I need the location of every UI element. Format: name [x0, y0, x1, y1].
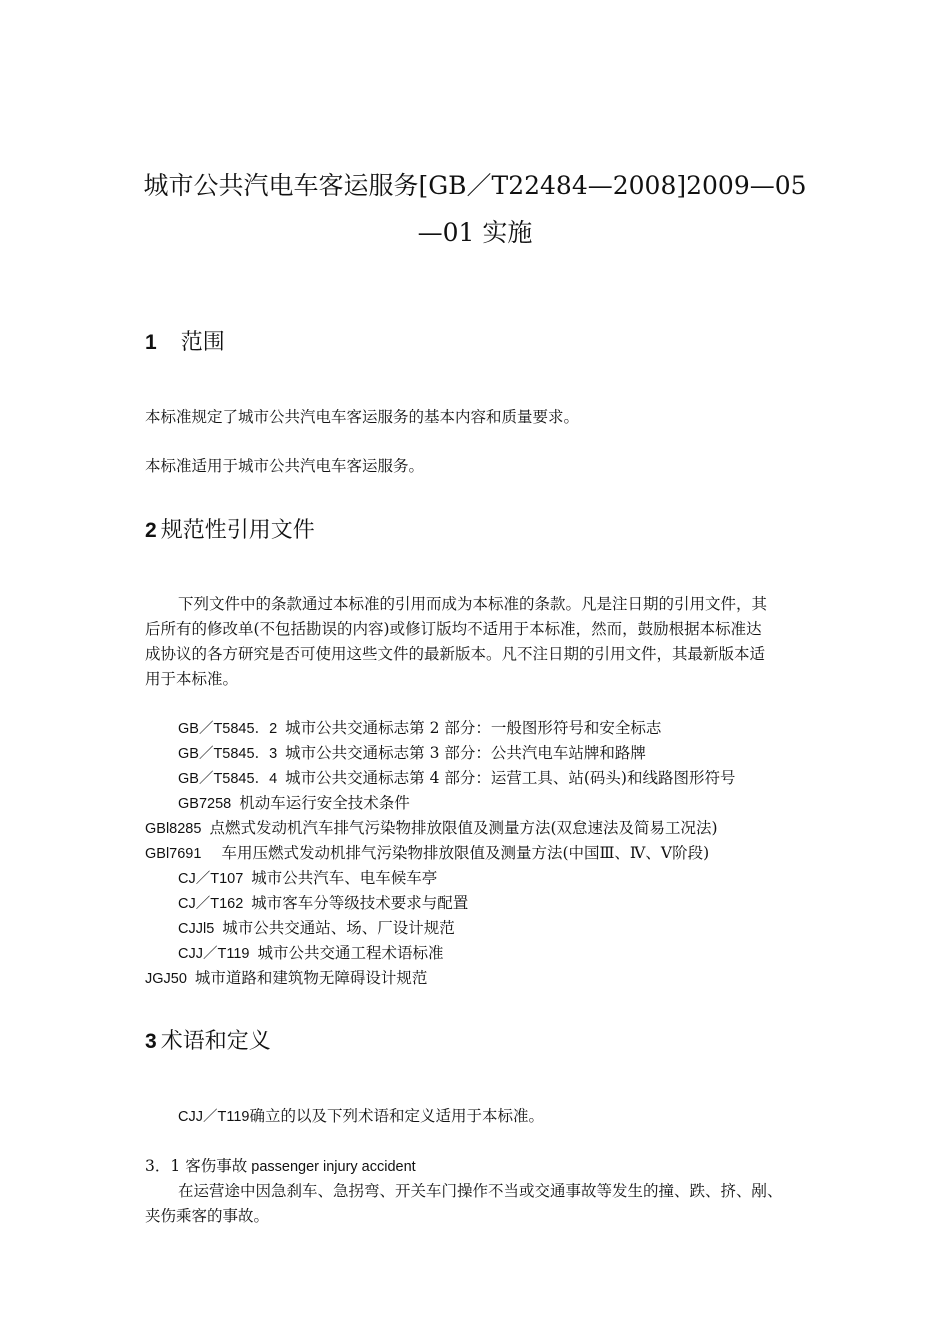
section-3-intro — [178, 1104, 544, 1129]
section-3-intro-code: CJJ／T119 — [178, 1109, 250, 1125]
reference-text: 城市公共交通标志第 4 部分：运营工具、站(码头)和线路图形符号 — [285, 769, 736, 787]
reference-text: 城市公共交通工程术语标准 — [257, 944, 444, 962]
term-english: passenger injury accident — [251, 1159, 416, 1175]
reference-item — [178, 791, 410, 816]
section-3-number: 3 — [145, 1030, 157, 1053]
reference-text: 城市公共交通标志第 3 部分：公共汽电车站牌和路牌 — [285, 744, 646, 762]
reference-item — [178, 741, 646, 766]
reference-item — [178, 716, 661, 741]
term-definition-line-1: 在运营途中因急刹车、急拐弯、开关车门操作不当或交通事故等发生的撞、跌、挤、剐、 — [178, 1182, 783, 1200]
reference-code: GBl7691 — [145, 846, 202, 862]
section-2-intro-line-4: 用于本标准。 — [145, 670, 239, 688]
reference-code: JGJ50 — [145, 971, 187, 987]
reference-code: CJ／T162 — [178, 896, 244, 912]
section-1-paragraph-2: 本标准适用于城市公共汽电车客运服务。 — [145, 457, 425, 475]
reference-code: GB／T5845．4 — [178, 771, 278, 787]
section-1-number: 1 — [145, 331, 157, 354]
reference-text: 城市客车分等级技术要求与配置 — [251, 894, 469, 912]
section-3-intro-text: 确立的以及下列术语和定义适用于本标准。 — [249, 1107, 544, 1125]
reference-code: CJJl5 — [178, 921, 215, 937]
section-1-heading — [145, 328, 225, 358]
section-3-title: 术语和定义 — [160, 1029, 271, 1054]
section-2-intro-line-2: 后所有的修改单(不包括勘误的内容)或修订版均不适用于本标准，然而，鼓励根据本标准达 — [145, 620, 762, 638]
reference-item — [178, 916, 455, 941]
reference-item — [145, 966, 427, 991]
reference-code: CJJ／T119 — [178, 946, 250, 962]
section-1-title: 范围 — [180, 330, 225, 355]
reference-text: 城市公共交通标志第 2 部分：一般图形符号和安全标志 — [285, 719, 662, 737]
term-number: 3．1 — [145, 1157, 181, 1175]
term-chinese: 客伤事故 — [185, 1157, 248, 1175]
reference-code: CJ／T107 — [178, 871, 244, 887]
section-2-number: 2 — [145, 519, 157, 542]
reference-item — [178, 891, 468, 916]
reference-text: 机动车运行安全技术条件 — [239, 794, 410, 812]
term-definition-line-2: 夹伤乘客的事故。 — [145, 1207, 270, 1225]
reference-item — [145, 816, 718, 841]
term-heading — [145, 1154, 416, 1179]
section-2-heading — [145, 516, 315, 546]
reference-code: GB7258 — [178, 796, 232, 812]
reference-item — [178, 941, 443, 966]
section-3-heading — [145, 1027, 271, 1057]
reference-text: 点燃式发动机汽车排气污染物排放限值及测量方法(双怠速法及简易工况法) — [209, 819, 718, 837]
section-1-paragraph-1: 本标准规定了城市公共汽电车客运服务的基本内容和质量要求。 — [145, 408, 580, 426]
reference-text: 城市公共交通站、场、厂设计规范 — [222, 919, 455, 937]
section-2-intro-line-1: 下列文件中的条款通过本标准的引用而成为本标准的条款。凡是注日期的引用文件，其 — [178, 595, 768, 613]
title-line-2: —01 实施 — [417, 218, 533, 247]
section-2-title: 规范性引用文件 — [160, 518, 315, 543]
reference-code: GB／T5845．2 — [178, 721, 278, 737]
section-2-intro-line-3: 成协议的各方研究是否可使用这些文件的最新版本。凡不注日期的引用文件，其最新版本适 — [145, 645, 766, 663]
reference-item — [178, 866, 437, 891]
reference-text: 车用压燃式发动机排气污染物排放限值及测量方法(中国Ⅲ、Ⅳ、Ⅴ阶段) — [221, 844, 710, 862]
reference-item — [145, 841, 709, 866]
reference-text: 城市道路和建筑物无障碍设计规范 — [194, 969, 428, 987]
document-title — [120, 162, 830, 256]
reference-code: GB／T5845．3 — [178, 746, 278, 762]
title-line-1: 城市公共汽电车客运服务[GB／T22484—2008]2009—05 — [143, 171, 807, 200]
reference-code: GBl8285 — [145, 821, 202, 837]
reference-text: 城市公共汽车、电车候车亭 — [251, 869, 438, 887]
reference-item — [178, 766, 735, 791]
